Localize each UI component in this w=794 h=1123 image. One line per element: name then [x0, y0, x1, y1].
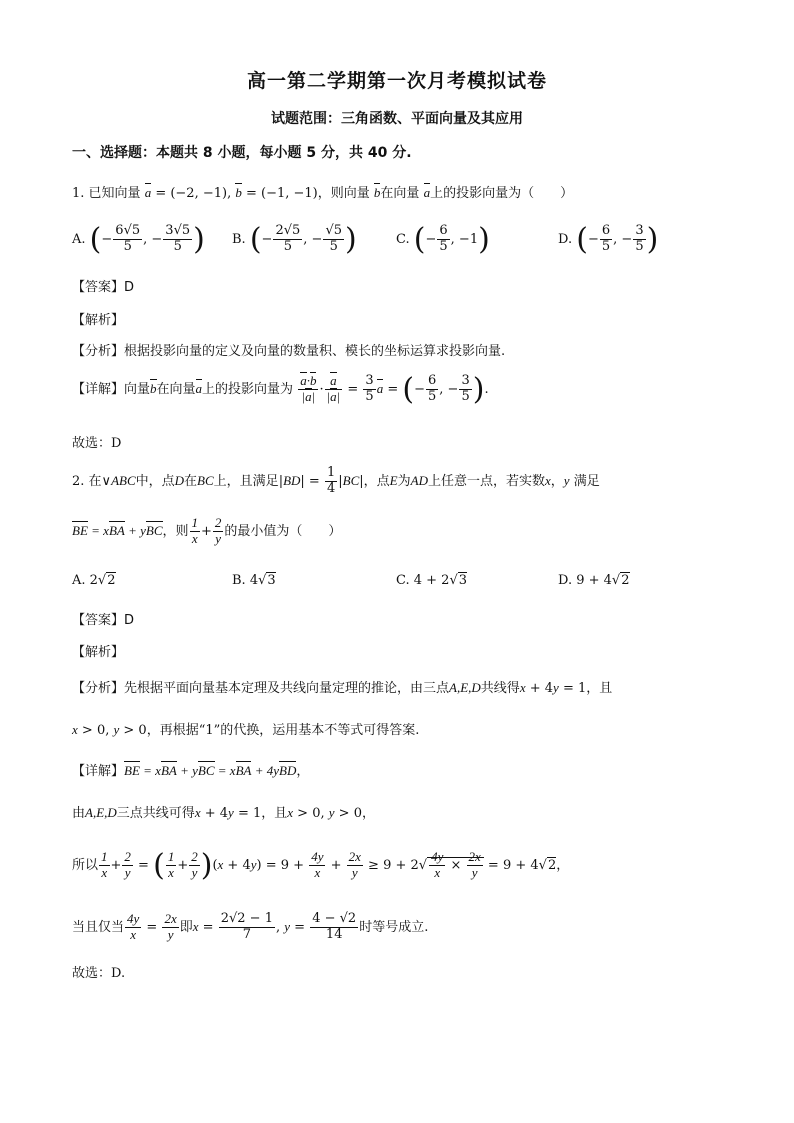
section-heading: 一、选择题：本题共 8 小题，每小题 5 分，共 40 分. — [72, 145, 412, 161]
q2-analysis-label: 【解析】 — [72, 645, 125, 660]
q2-detail-line4: 当且仅当 $\frac{4y}{x}$ = $\frac{2x}{y}$ 即x = $\frac{2√2 - 1}{7}$ , y = $\frac{4 - √2}{14}$ 时等号成立. — [72, 911, 429, 942]
q1-answer: 【答案】D — [72, 280, 135, 295]
q2-stem-line1: 2. 在∨ABC中，点D在BC上，且满足|BD| = $\frac{1}{4}$ |BC|，点E为AD上任意一点，若实数x，y 满足 — [72, 465, 600, 496]
q1-conclusion: 故选：D — [72, 436, 122, 451]
q1-detail: 【详解】向量b在向量a上的投影向量为 $\frac{a\cdot b}{|a|}$ · $\frac{a}{|a|}$ = $\frac{3}{5}$ a = (− $\frac{6}{5}$ , − $\frac{3}{5}$ ). — [72, 372, 489, 407]
q1-option-c: C. (− $\frac{6}{5}$ , −1) — [396, 222, 490, 257]
q2-option-b: B. 4√3 — [232, 573, 276, 588]
q2-option-c: C. 4 + 2√3 — [396, 573, 468, 588]
q1-analysis: 【分析】根据投影向量的定义及向量的数量积、模长的坐标运算求投影向量. — [72, 344, 506, 359]
q2-conclusion: 故选：D. — [72, 966, 126, 981]
page-title: 高一第二学期第一次月考模拟试卷 — [246, 70, 547, 92]
page-subtitle: 试题范围：三角函数、平面向量及其应用 — [271, 111, 523, 127]
q1-option-b: B. (− $\frac{2√5}{5}$ , − $\frac{√5}{5}$ ) — [232, 222, 357, 257]
q2-answer: 【答案】D — [72, 613, 135, 628]
q2-detail-line2: 由A,E,D三点共线可得x + 4y = 1，且x > 0, y > 0， — [72, 805, 375, 821]
q2-analysis-line2: x > 0, y > 0，再根据“1”的代换，运用基本不等式可得答案. — [72, 722, 420, 738]
q1-analysis-label: 【解析】 — [72, 313, 125, 328]
q2-detail-line3: 所以 $\frac{1}{x}$ + $\frac{2}{y}$ = ( $\frac{1}{x}$ + $\frac{2}{y}$ )(x + 4y) = 9 + $\frac{4y}{x}$ + $\frac{2x}{y}$ ≥ 9 + 2√ $\frac{4y}{x}$ × $\frac{2x}{y}$ = 9 + 4√2， — [72, 848, 570, 883]
q2-stem-line2: BE = xBA + yBC，则 $\frac{1}{x}$ + $\frac{2}{y}$ 的最小值为（ ） — [72, 515, 342, 546]
q1-option-d: D. (− $\frac{6}{5}$ , − $\frac{3}{5}$ ) — [558, 222, 659, 257]
q1-option-a: A. (− $\frac{6√5}{5}$ , − $\frac{3√5}{5}$ ) — [72, 222, 205, 257]
q2-option-a: A. 2√2 — [72, 573, 116, 588]
q2-option-d: D. 9 + 4√2 — [558, 573, 630, 588]
q1-stem: 1. 已知向量 a = (−2, −1), b = (−1, −1)，则向量 b在向量 a上的投影向量为（ ） — [72, 185, 574, 201]
q2-detail-line1: 【详解】BE = xBA + yBC = xBA + 4yBD， — [72, 763, 310, 779]
q2-analysis-line1: 【分析】先根据平面向量基本定理及共线向量定理的推论，由三点A,E,D共线得x + 4y = 1，且 — [72, 680, 613, 696]
